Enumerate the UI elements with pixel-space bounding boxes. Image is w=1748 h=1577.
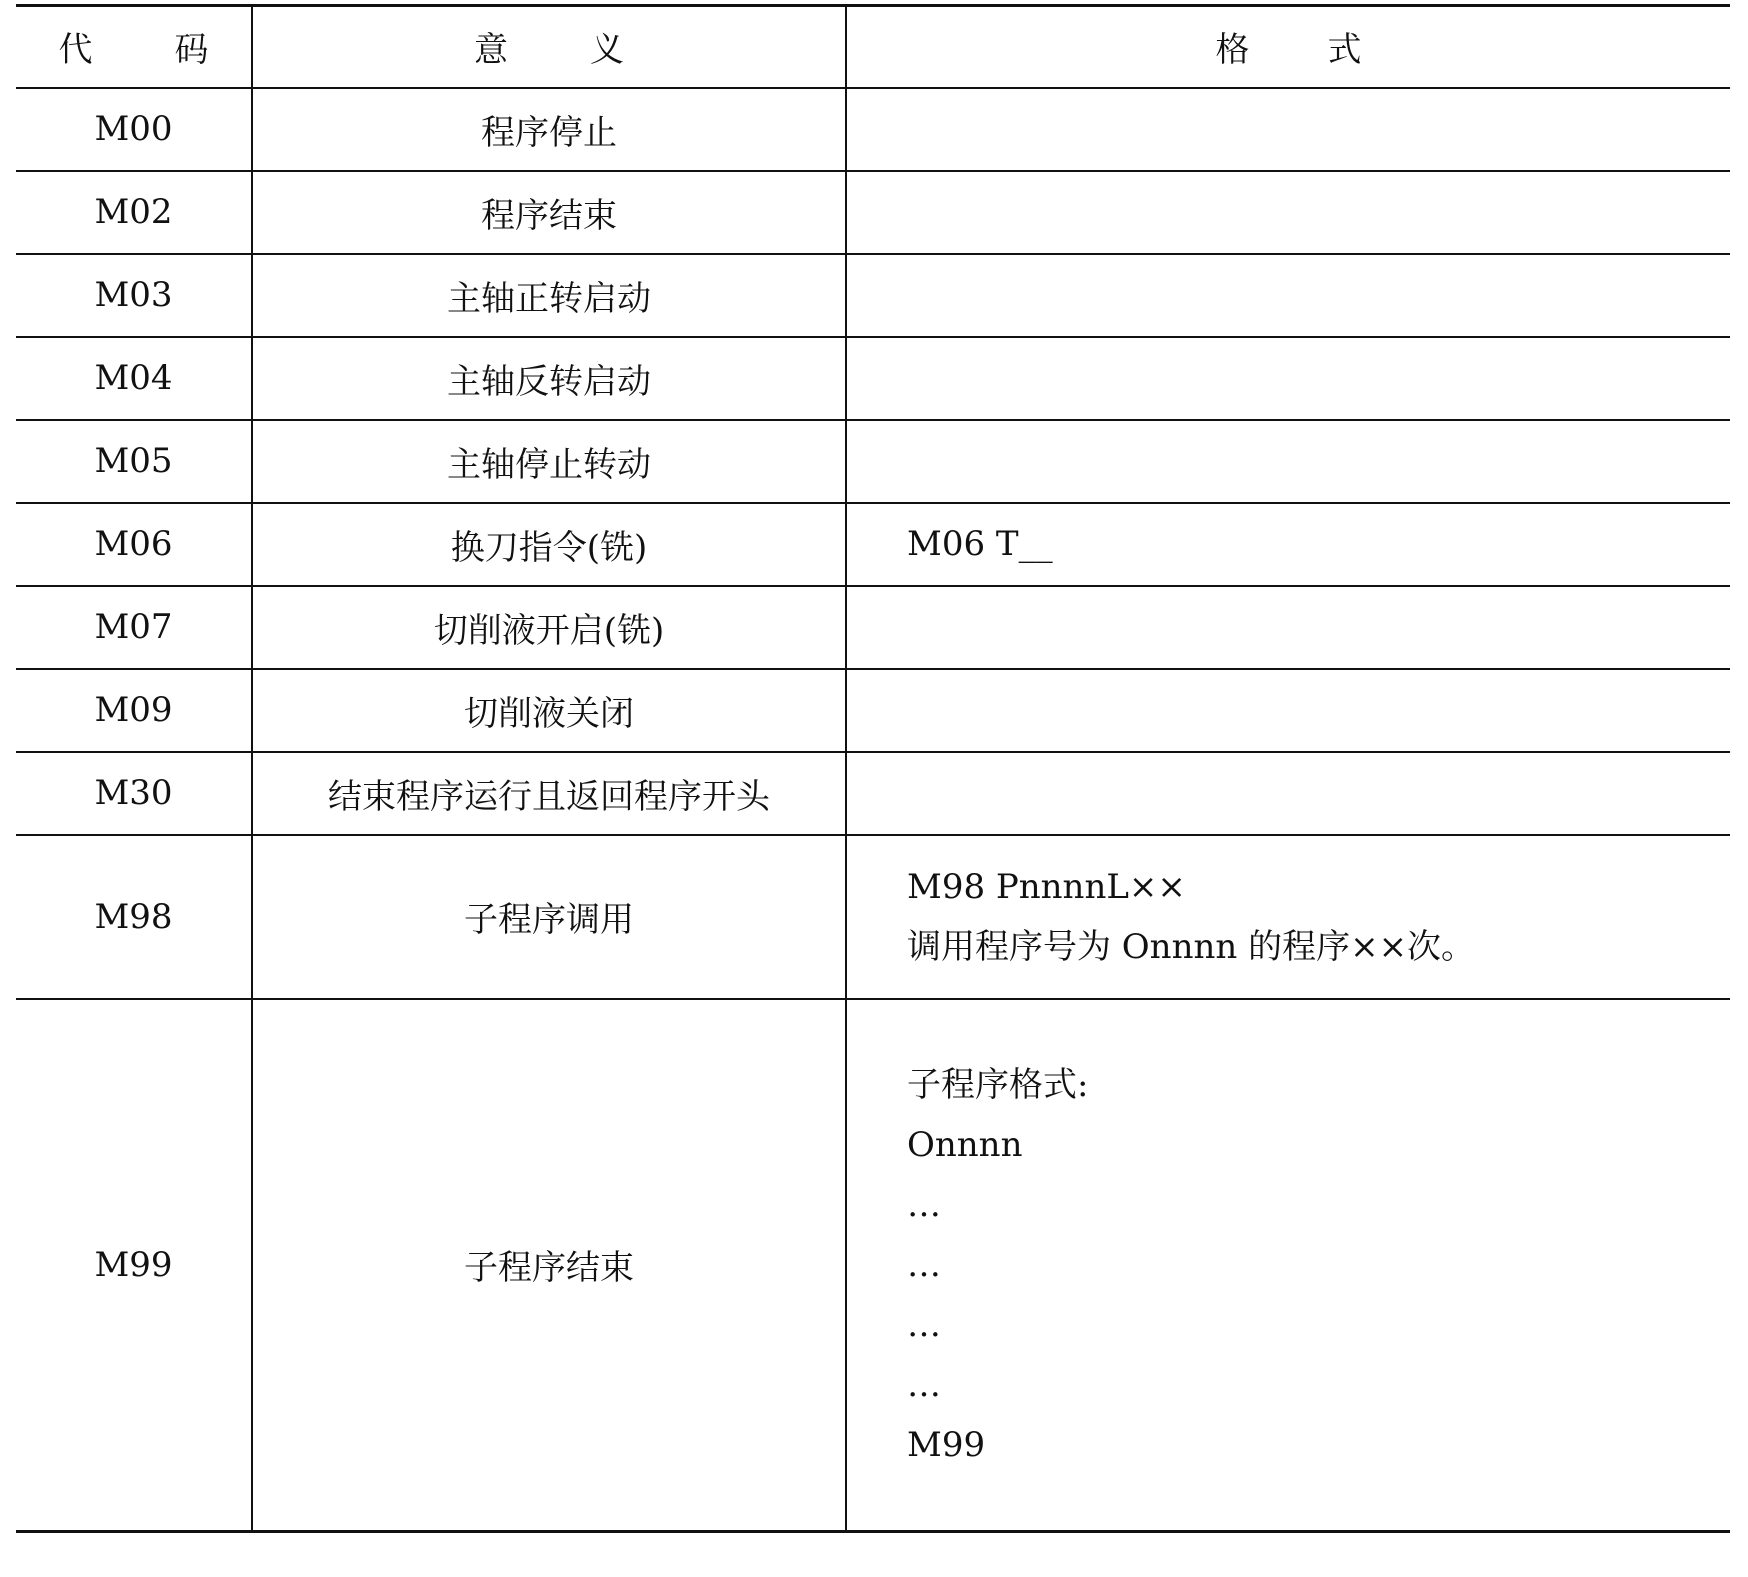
table-row [16,752,1730,835]
m-code-table [16,4,1730,1533]
meaning-cell: 程序停止 [252,88,846,171]
format-line: Onnnn [907,1124,1023,1165]
meaning-cell: 子程序结束 [252,999,846,1532]
m-code-table-container [16,4,1730,1533]
meaning-cell: 主轴反转启动 [252,337,846,420]
format-cell [846,835,1730,999]
table-row [16,254,1730,337]
header-format-char-1: 格 [1215,30,1250,71]
format-cell: M06 T__ [846,503,1730,586]
table-row-m99 [16,999,1730,1532]
code-cell: M00 [16,88,252,171]
table-row [16,586,1730,669]
format-cell [846,752,1730,835]
table-row [16,420,1730,503]
table-row [16,337,1730,420]
header-code-char-2: 码 [174,30,209,71]
table-body [16,88,1730,1532]
ellipsis-line: … [907,1184,941,1225]
format-cell [846,254,1730,337]
meaning-cell: 主轴正转启动 [252,254,846,337]
header-meaning-char-1: 意 [474,30,508,71]
format-cell [846,999,1730,1532]
header-meaning [252,6,846,88]
format-cell [846,420,1730,503]
meaning-cell: 切削液开启(铣) [252,586,846,669]
header-row [16,6,1730,88]
format-line: 调用程序号为 Onnnn 的程序××次。 [907,926,1476,967]
meaning-cell: 程序结束 [252,171,846,254]
code-cell: M07 [16,586,252,669]
meaning-cell: 主轴停止转动 [252,420,846,503]
code-cell: M02 [16,171,252,254]
code-cell: M99 [16,999,252,1532]
format-cell [846,669,1730,752]
ellipsis-line: … [907,1244,941,1285]
code-cell: M03 [16,254,252,337]
format-cell [846,171,1730,254]
code-cell: M06 [16,503,252,586]
ellipsis-line: … [907,1304,941,1345]
table-row [16,669,1730,752]
header-format-char-2: 式 [1327,30,1362,71]
header-format [846,6,1730,88]
meaning-cell: 换刀指令(铣) [252,503,846,586]
code-cell: M98 [16,835,252,999]
code-cell: M05 [16,420,252,503]
ellipsis-line: … [907,1364,941,1405]
code-cell: M04 [16,337,252,420]
table-row [16,88,1730,171]
meaning-cell: 子程序调用 [252,835,846,999]
code-cell: M09 [16,669,252,752]
format-line: M99 [907,1424,986,1465]
code-cell: M30 [16,752,252,835]
format-cell [846,586,1730,669]
format-line: 子程序格式: [907,1064,1089,1105]
header-code [16,6,252,88]
table-row [16,503,1730,586]
header-meaning-char-2: 义 [590,30,624,71]
format-cell [846,337,1730,420]
table-row [16,171,1730,254]
meaning-cell: 切削液关闭 [252,669,846,752]
format-line: M98 PnnnnL×× [907,866,1186,907]
table-row-m98 [16,835,1730,999]
format-cell [846,88,1730,171]
meaning-cell: 结束程序运行且返回程序开头 [252,752,846,835]
header-code-char-1: 代 [58,30,93,71]
